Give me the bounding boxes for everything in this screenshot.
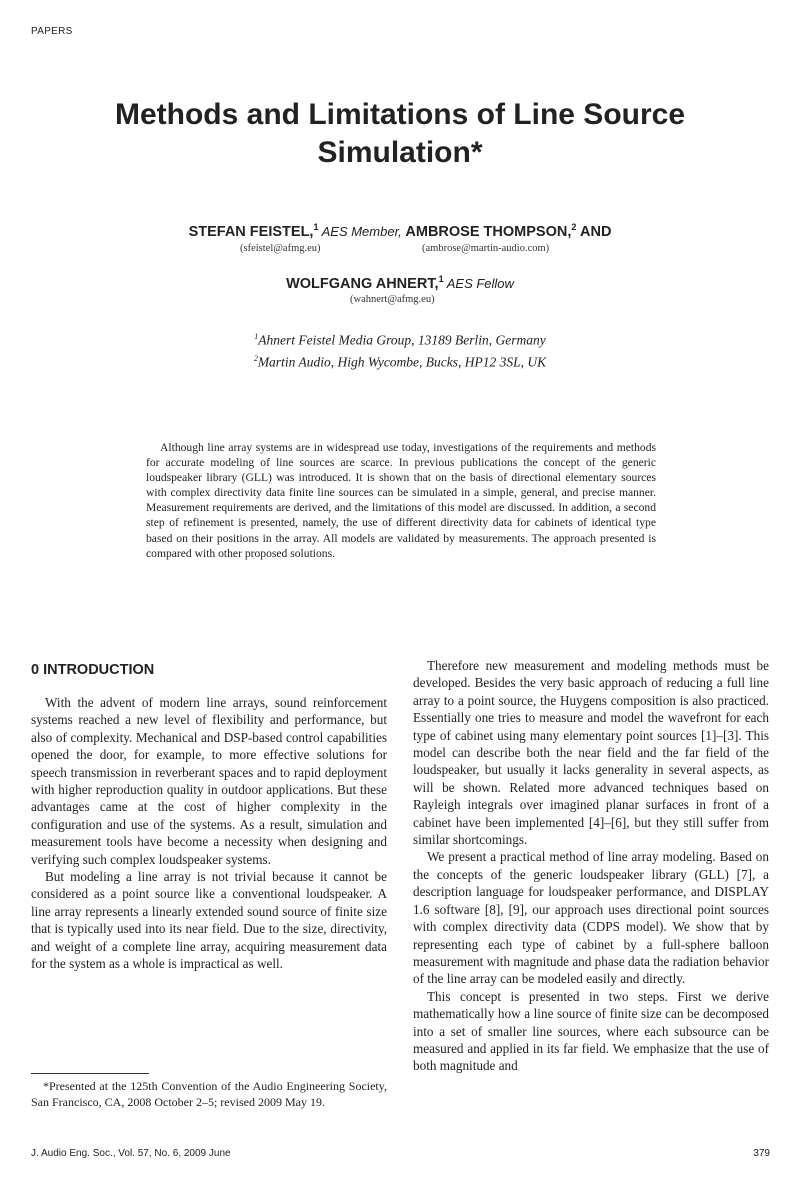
title-line-2: Simulation* — [317, 136, 483, 169]
abstract-text: Although line array systems are in widespread use today, investigations of the requirements and methods for accurate modeling of line sources are scarce. In previous publications the concept of the generic loudspeaker library (GLL) was introduced. It is shown that on the basis of directional elementary sources with complex directivity data finite line sources can be simulated in a simple, general, and precise manner. Measurement requirements are derived, and the limitations of this model are discussed. In addition, a second step of refinement is presented, namely, the use of different directivity data for cabinets of identical type based on their positions in the array. All models are validated by measurements. The approach presented is compared with other proposed solutions. — [146, 441, 656, 560]
affiliation-2: $^2$Martin Audio, High Wycombe, Bucks, HP12 3SL, UK — [253, 353, 547, 369]
title-line-1: Methods and Limitations of Line Source — [114, 98, 686, 131]
email-ahnert[interactable]: (wahnert@afmg.eu) — [350, 294, 435, 305]
affiliations — [100, 328, 700, 371]
paragraph: With the advent of modern line arrays, sound reinforcement systems reached a new level of flexibility and performance, but also of complexity. Mechanical and DSP-based control capabilities opened the door, for example, to more effective solutions for speech transmission in reverberant spaces and to rapid deployment with higher reproduction quality in outdoor applications. But these advantages came at the cost of higher complexity in the configuration and use of the systems. As a result, simulation and measurement tools have become a necessity when designing and verifying such complex loudspeaker systems. — [31, 695, 387, 867]
author-wolfgang-ahnert: WOLFGANG AHNERT,$^1$ AES Fellow — [286, 274, 514, 292]
author-line-2 — [60, 274, 740, 293]
author-ambrose-thompson: AMBROSE THOMPSON,$^2$ — [405, 222, 577, 240]
right-column — [413, 657, 769, 1075]
abstract — [146, 440, 656, 561]
left-column — [31, 694, 387, 973]
paragraph: But modeling a line array is not trivial because it cannot be considered as a point source like a conventional loudspeaker. A line array represents a linearly extended sound source of finite size that is typically used into its near field. Due to the size, directivity, and weight of a complete line array, acquiring measurement data for the system as a whole is impractical as well. — [31, 869, 387, 972]
footnote: *Presented at the 125th Convention of the Audio Engineering Society, San Francisco, CA, 2008 October 2–5; revised 2009 May 19. — [31, 1079, 387, 1109]
author-line-1 — [60, 222, 740, 241]
paper-title — [80, 96, 720, 172]
affiliation-1: $^1$Ahnert Feistel Media Group, 13189 Berlin, Germany — [254, 332, 546, 348]
footnote-rule — [31, 1073, 149, 1074]
email-feistel[interactable]: (sfeistel@afmg.eu) — [240, 243, 321, 254]
journal-citation: J. Audio Eng. Soc., Vol. 57, No. 6, 2009 June — [31, 1148, 231, 1159]
section-heading: 0 INTRODUCTION — [31, 662, 155, 678]
paragraph: This concept is presented in two steps. First we derive mathematically how a line source of finite size can be decomposed into a set of smaller line sources, where each subsource can be measured and applied in its far field. We emphasize that the use of both magnitude and — [413, 988, 769, 1074]
paragraph: We present a practical method of line array modeling. Based on the concepts of the generic loudspeaker library (GLL) [7], a description language for loudspeaker performance, and DISPLAY 1.6 software [8], [9], our approach uses directional point sources with complex directivity data (CDPS model). We show that by representing each type of cabinet by a full-sphere balloon measurement with magnitude and phase data the radiation behavior of the line array can be modeled easily and directly. — [413, 849, 769, 987]
paragraph: Therefore new measurement and modeling methods must be developed. Besides the very basic approach of reducing a full line array to a point source, the Huygens composition is also practiced. Essentially one tries to measure and model the wavefront for each type of cabinet using many elementary point sources [1]–[3]. This model can describe both the near field and the far field of the loudspeaker, but usually it lacks generality in several aspects, as will be shown. Related more advanced techniques based on Rayleigh integrals over imagined planar surfaces in front of a cabinet have been implemented [4]–[6], but they still suffer from similar shortcomings. — [413, 658, 769, 848]
email-thompson[interactable]: (ambrose@martin-audio.com) — [422, 243, 550, 254]
author-and: AND — [580, 223, 612, 240]
page-number: 379 — [753, 1148, 770, 1159]
author-stefan-feistel: STEFAN FEISTEL,$^1$ AES Member, — [188, 222, 406, 240]
running-header: PAPERS — [31, 26, 73, 37]
